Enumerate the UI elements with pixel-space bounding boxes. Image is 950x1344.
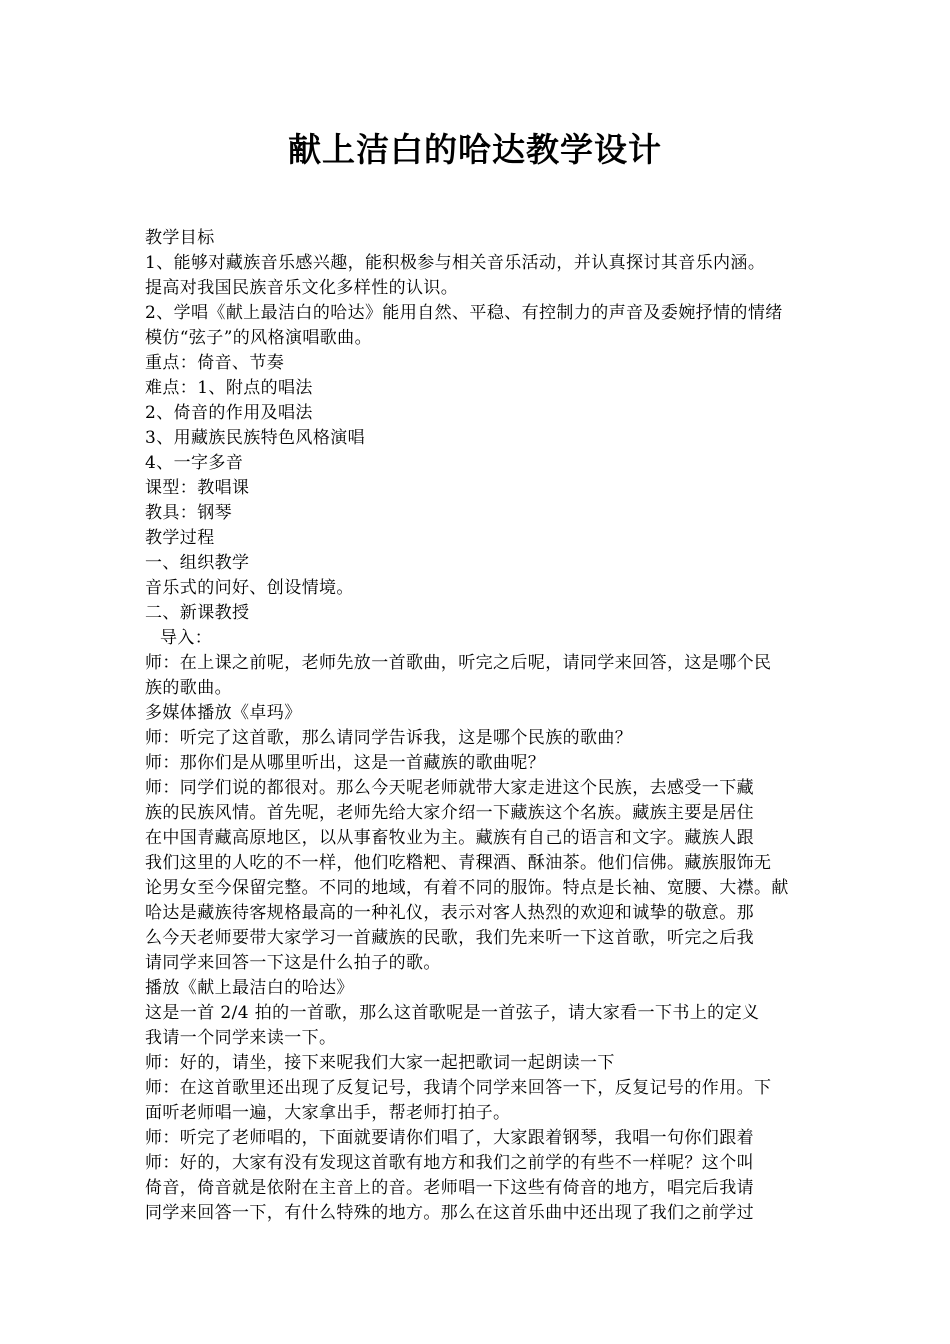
subsection-heading: 二、新课教授 <box>145 603 250 623</box>
difficulty-line: 难点：1、附点的唱法 <box>145 378 313 398</box>
text-line: 族的歌曲。 <box>145 678 232 698</box>
teaching-aid-line: 教具：钢琴 <box>145 503 232 523</box>
text-line: 论男女至今保留完整。不同的地域，有着不同的服饰。特点是长袖、宽腰、大襟。献 <box>145 878 789 898</box>
text-line: 请同学来回答一下这是什么拍子的歌。 <box>145 953 441 973</box>
section-heading-process: 教学过程 <box>145 528 215 548</box>
text-line: 在中国青藏高原地区，以从事畜牧业为主。藏族有自己的语言和文字。藏族人跟 <box>145 828 754 848</box>
text-line: 师：那你们是从哪里听出，这是一首藏族的歌曲呢？ <box>145 753 546 773</box>
text-line: 我们这里的人吃的不一样，他们吃糌粑、青稞酒、酥油茶。他们信佛。藏族服饰无 <box>145 853 772 873</box>
text-line: 面听老师唱一遍，大家拿出手，帮老师打拍子。 <box>145 1103 511 1123</box>
lesson-type-line: 课型：教唱课 <box>145 478 250 498</box>
text-line: 师：听完了老师唱的，下面就要请你们唱了，大家跟着钢琴，我唱一句你们跟着 <box>145 1128 754 1148</box>
text-line: 音乐式的问好、创设情境。 <box>145 578 354 598</box>
text-line: 多媒体播放《卓玛》 <box>145 703 302 723</box>
text-line: 4、一字多音 <box>145 453 244 473</box>
intro-label: 导入： <box>160 628 213 648</box>
text-line: 播放《献上最洁白的哈达》 <box>145 978 354 998</box>
document-title: 献上洁白的哈达教学设计 <box>288 130 662 169</box>
subsection-heading: 一、组织教学 <box>145 553 250 573</box>
text-line: 同学来回答一下，有什么特殊的地方。那么在这首乐曲中还出现了我们之前学过 <box>145 1203 754 1223</box>
text-line: 模仿“弦子”的风格演唱歌曲。 <box>145 328 372 348</box>
section-heading-goals: 教学目标 <box>145 228 215 248</box>
text-line: 族的民族风情。首先呢，老师先给大家介绍一下藏族这个名族。藏族主要是居住 <box>145 803 754 823</box>
text-line: 师：同学们说的都很对。那么今天呢老师就带大家走进这个民族，去感受一下藏 <box>145 778 754 798</box>
text-line: 这是一首 2/4 拍的一首歌，那么这首歌呢是一首弦子，请大家看一下书上的定义 <box>145 1003 760 1023</box>
text-line: 1、能够对藏族音乐感兴趣，能积极参与相关音乐活动，并认真探讨其音乐内涵。 <box>145 253 766 273</box>
text-line: 2、倚音的作用及唱法 <box>145 403 313 423</box>
document-body <box>145 226 810 1226</box>
text-line: 3、用藏族民族特色风格演唱 <box>145 428 366 448</box>
text-line: 师：在这首歌里还出现了反复记号，我请个同学来回答一下，反复记号的作用。下 <box>145 1078 772 1098</box>
text-line: 哈达是藏族待客规格最高的一种礼仪，表示对客人热烈的欢迎和诚挚的敬意。那 <box>145 903 754 923</box>
text-line: 倚音，倚音就是依附在主音上的音。老师唱一下这些有倚音的地方，唱完后我请 <box>145 1178 754 1198</box>
text-line: 师：在上课之前呢，老师先放一首歌曲，听完之后呢，请同学来回答，这是哪个民 <box>145 653 772 673</box>
text-line: 提高对我国民族音乐文化多样性的认识。 <box>145 278 459 298</box>
text-line: 2、学唱《献上最洁白的哈达》能用自然、平稳、有控制力的声音及委婉抒情的情绪 <box>145 303 783 323</box>
text-line: 我请一个同学来读一下。 <box>145 1028 337 1048</box>
text-line: 么今天老师要带大家学习一首藏族的民歌，我们先来听一下这首歌，听完之后我 <box>145 928 754 948</box>
text-line: 师：好的，大家有没有发现这首歌有地方和我们之前学的有些不一样呢？这个叫 <box>145 1153 754 1173</box>
key-points-line: 重点：倚音、节奏 <box>145 353 285 373</box>
text-line: 师：好的，请坐，接下来呢我们大家一起把歌词一起朗读一下 <box>145 1053 615 1073</box>
text-line: 师：听完了这首歌，那么请同学告诉我，这是哪个民族的歌曲？ <box>145 728 633 748</box>
